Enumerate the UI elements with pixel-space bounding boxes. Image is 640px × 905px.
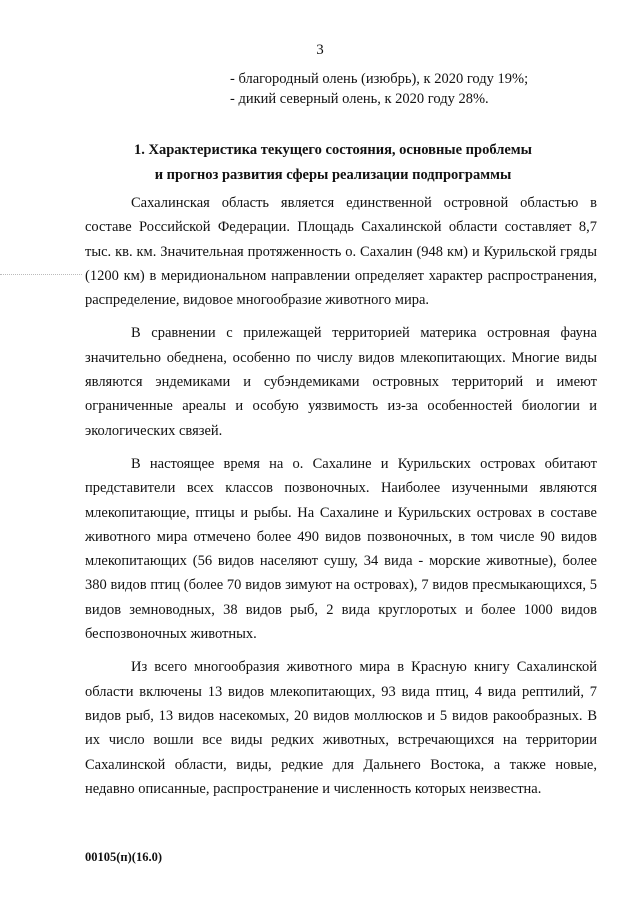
list-item: - благородный олень (изюбрь), к 2020 году 19%; (230, 71, 529, 87)
body-text (85, 191, 597, 810)
section-heading-line-2: и прогноз развития сферы реализации подпрограммы (154, 167, 512, 183)
section-heading-line-1: 1. Характеристика текущего состояния, основные проблемы (133, 142, 533, 158)
section-heading (108, 138, 558, 188)
list-item: - дикий северный олень, к 2020 году 28%. (230, 90, 489, 107)
paragraph-vertebrate-classes: В настоящее время на о. Сахалине и Курильских островах обитают представители всех классов позвоночных. Наиболее изученными являются млекопитающие, птицы и рыбы. На Сахалине и Курильских островах в составе животного мира отмечено более 490 видов позвоночных, в том числе 90 видов млекопитающих (56 видов населяют сушу, 34 вида - морские животные), более 380 видов птиц (более 70 видов зимуют на островах), 7 видов пресмыкающихся, 5 видов земноводных, 38 видов рыб, 2 вида круглоротых и более 1000 видов беспозвоночных животных. (85, 455, 597, 643)
page-number: 3 (316, 42, 324, 58)
paragraph-fauna-comparison: В сравнении с прилежащей территорией материка островная фауна значительно обеднена, особенно по числу видов млекопитающих. Многие виды являются эндемиками и субэндемиками островных территорий и имеют ограниченные ареалы и особую уязвимость из-за особенностей биологии и экологических связей. (85, 325, 597, 439)
paragraph-area-description: Сахалинская область является единственной островной областью в составе Российской Федерации. Площадь Сахалинской области составляет 8,7 тыс. кв. км. Значительная протяженность о. Сахалин (948 км) и Курильской гряды (1200 км) в меридиональном направлении определяет характер распространения, распределение, видовое многообразие животного мира. (85, 195, 597, 309)
indicator-list (230, 70, 610, 109)
scan-artifact-line (0, 274, 82, 275)
document-code: 00105(п)(16.0) (85, 850, 162, 864)
paragraph-red-book: Из всего многообразия животного мира в Красную книгу Сахалинской области включены 13 видов млекопитающих, 93 вида птиц, 4 вида рептилий, 7 видов рыб, 13 видов насекомых, 20 видов моллюсков и 5 видов ракообразных. В их число вошли все виды редких животных, встречающихся на территории Сахалинской области, виды, редкие для Дальнего Востока, а также новые, недавно описанные, распространение и численность которых неизвестна. (85, 659, 597, 797)
